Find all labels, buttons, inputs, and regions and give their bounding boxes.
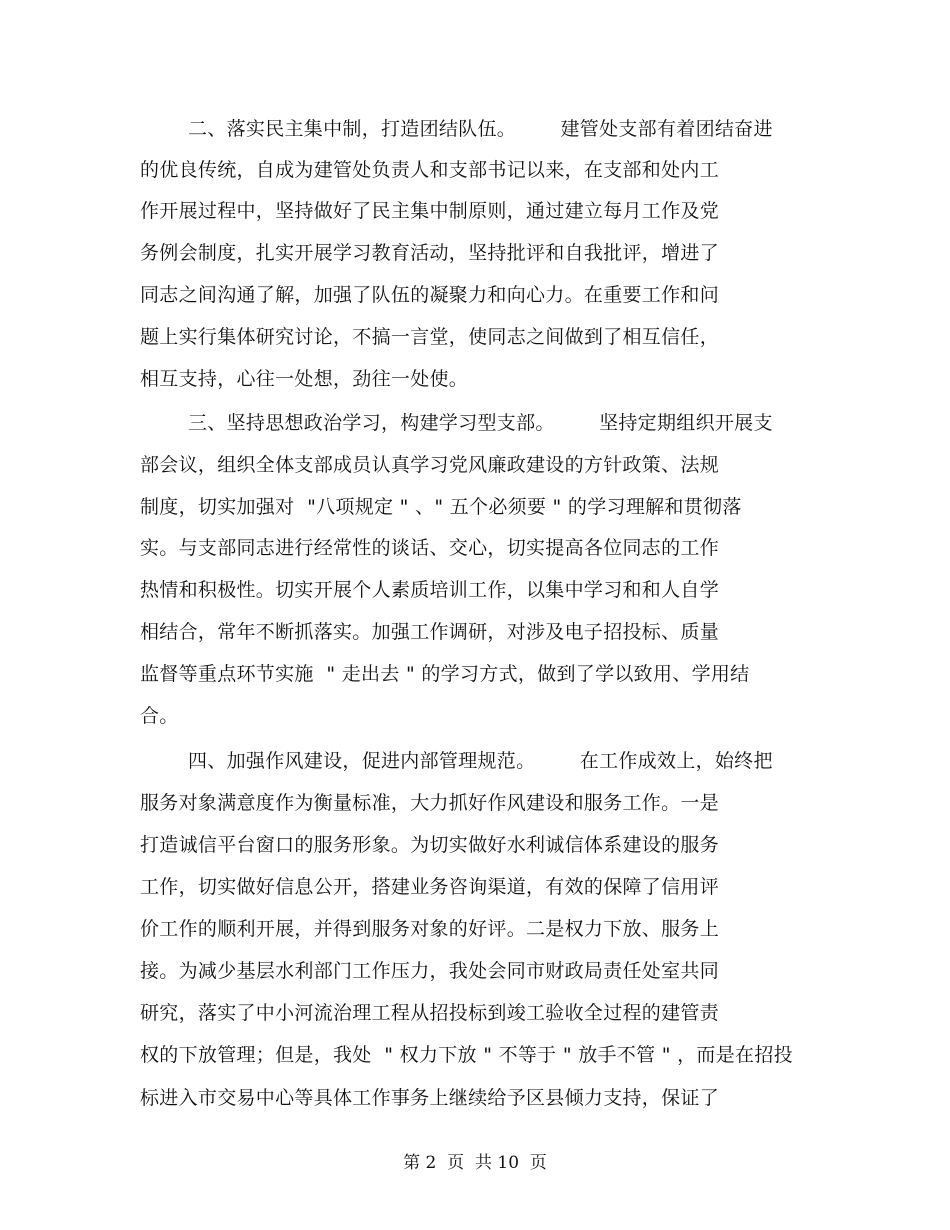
paragraph-line: 价工作的顺利开展，并得到服务对象的好评。二是权力下放、服务上 <box>140 918 720 940</box>
paragraph-line: 合。 <box>140 705 179 727</box>
paragraph-line: 制度，切实加强对 "八项规定 " 、" 五个必须要 " 的学习理解和贯彻落 <box>140 496 742 518</box>
paragraph-line: 三、坚持思想政治学习，构建学习型支部。 坚持定期组织开展支 <box>188 412 773 434</box>
paragraph-line: 题上实行集体研究讨论，不搞一言堂，使同志之间做到了相互信任， <box>140 326 720 348</box>
paragraph-line: 标进入市交易中心等具体工作事务上继续给予区县倾力支持，保证了 <box>140 1087 720 1109</box>
paragraph-line: 接。为减少基层水利部门工作压力，我处会同市财政局责任处室共同 <box>140 960 720 982</box>
paragraph-line: 四、加强作风建设，促进内部管理规范。 在工作成效上，始终把 <box>188 750 773 772</box>
paragraph-line: 权的下放管理；但是，我处 " 权力下放 " 不等于 " 放手不管 " ，而是在招投 <box>140 1044 793 1066</box>
paragraph-line: 部会议，组织全体支部成员认真学习党风廉政建设的方针政策、法规 <box>140 454 720 476</box>
paragraph-line: 相结合，常年不断抓落实。加强工作调研，对涉及电子招投标、质量 <box>140 621 720 643</box>
paragraph-line: 二、落实民主集中制，打造团结队伍。 建管处支部有着团结奋进 <box>188 118 773 140</box>
paragraph-line: 监督等重点环节实施 " 走出去 " 的学习方式，做到了学以致用、学用结 <box>140 663 750 685</box>
paragraph-line: 打造诚信平台窗口的服务形象。为切实做好水利诚信体系建设的服务 <box>140 834 720 856</box>
paragraph-line: 工作，切实做好信息公开，搭建业务咨询渠道，有效的保障了信用评 <box>140 876 720 898</box>
paragraph-line: 务例会制度，扎实开展学习教育活动，坚持批评和自我批评，增进了 <box>140 242 720 264</box>
paragraph-line: 热情和积极性。切实开展个人素质培训工作，以集中学习和和人自学 <box>140 579 720 601</box>
paragraph-line: 实。与支部同志进行经常性的谈话、交心，切实提高各位同志的工作 <box>140 537 720 559</box>
paragraph-line: 作开展过程中，坚持做好了民主集中制原则，通过建立每月工作及党 <box>140 200 720 222</box>
page-number-footer: 第 2 页 共 10 页 <box>403 1153 547 1173</box>
paragraph-line: 研究，落实了中小河流治理工程从招投标到竣工验收全过程的建管责 <box>140 1002 720 1024</box>
paragraph-line: 相互支持，心往一处想，劲往一处使。 <box>140 368 469 390</box>
paragraph-line: 同志之间沟通了解，加强了队伍的凝聚力和向心力。在重要工作和问 <box>140 284 720 306</box>
paragraph-line: 服务对象满意度作为衡量标准，大力抓好作风建设和服务工作。一是 <box>140 792 720 814</box>
paragraph-line: 的优良传统，自成为建管处负责人和支部书记以来，在支部和处内工 <box>140 159 720 181</box>
